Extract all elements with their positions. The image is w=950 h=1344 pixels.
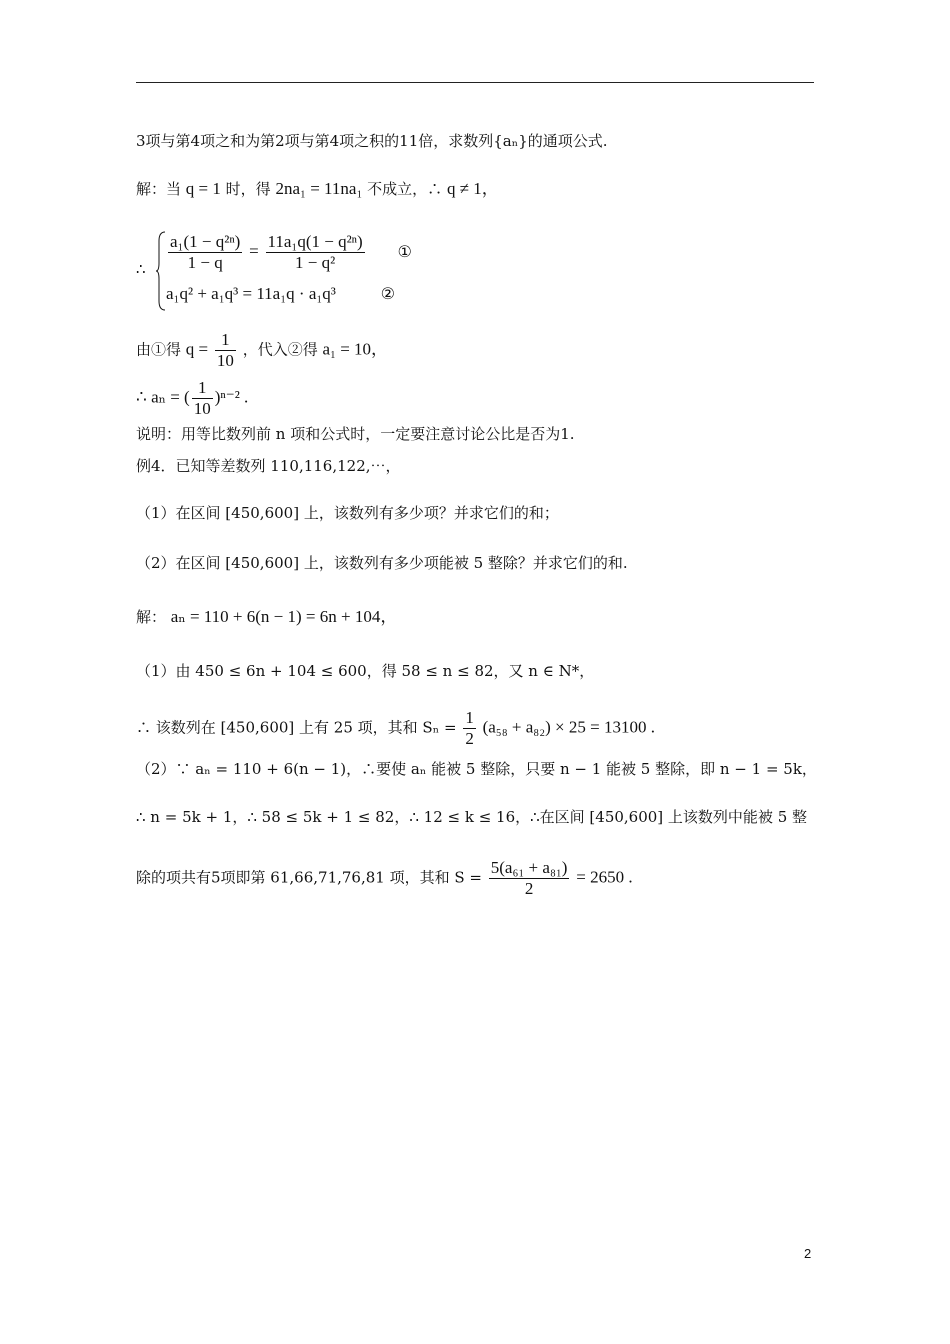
denominator: 2 <box>465 729 474 748</box>
solution-sum-2 <box>136 858 633 899</box>
math-expression: aₙ = 110 + 6(n − 1) = 6n + 104， <box>170 607 398 626</box>
numerator: 1 <box>215 330 236 351</box>
equation-2 <box>166 284 395 304</box>
math-expression: 2na₁ = 11na₁ <box>275 179 363 198</box>
text-segment: 由①得 <box>136 340 182 359</box>
numerator: a₁(1 − q²ⁿ) <box>170 232 241 251</box>
circled-mark-2: ② <box>380 284 396 303</box>
math-expression: = 2650 . <box>576 867 633 887</box>
fraction <box>192 378 213 419</box>
math-expression: q ≠ 1， <box>446 179 499 198</box>
text-line-1: 3项与第4项之和为第2项与第4项之积的11倍，求数列{aₙ}的通项公式. <box>136 132 608 150</box>
text-segment: 解： <box>136 608 167 626</box>
solution-line-1 <box>136 178 499 200</box>
circled-mark-1: ① <box>397 241 412 261</box>
equation-1: $\frac{\text{a₁(1 − q²ⁿ)}}{1 - q}$ = $\frac{\text{11a₁q(1 − q²ⁿ)}}{\text{1 − q²}}$ ① <box>170 232 412 272</box>
solution-sum-1 <box>136 708 655 749</box>
fraction <box>489 858 570 899</box>
fraction <box>168 232 242 273</box>
note-line: 说明：用等比数列前 n 项和公式时，一定要注意讨论公比是否为1. <box>136 425 575 443</box>
math-expression: q = 1 <box>185 179 221 198</box>
numerator: 1 <box>465 708 474 727</box>
therefore-symbol: ∴ <box>136 260 146 278</box>
solution-line-6 <box>136 378 248 419</box>
solution-part-1: （1）由 450 ≤ 6n + 104 ≤ 600，得 58 ≤ n ≤ 82，又 n ∈ N*， <box>136 662 595 680</box>
text-segment: 不成立，∴ <box>367 180 443 198</box>
denominator: 2 <box>524 879 534 898</box>
example-4-heading: 例4．已知等差数列 110,116,122,⋯， <box>136 457 401 475</box>
denominator: 1 − q² <box>295 253 336 272</box>
question-1: （1）在区间 [450,600] 上，该数列有多少项？并求它们的和； <box>136 504 559 522</box>
text-segment: ，代入②得 <box>242 340 318 359</box>
denominator: 1 − q <box>187 253 223 272</box>
header-rule <box>136 82 814 83</box>
fraction <box>266 232 365 273</box>
page-number: 2 <box>804 1246 812 1261</box>
text-segment: 除的项共有5项即第 61,66,71,76,81 项，其和 S = <box>136 868 482 887</box>
text-segment: ∴ 该数列在 [450,600] 上有 25 项，其和 Sₙ = <box>136 718 457 737</box>
math-expression: a₁q² + a₁q³ = 11a₁q · a₁q³ <box>166 284 336 303</box>
fraction <box>463 708 476 749</box>
denominator: 10 <box>193 399 211 418</box>
solution-range: ∴ n = 5k + 1，∴ 58 ≤ 5k + 1 ≤ 82，∴ 12 ≤ k ≤ 16，∴在区间 [450,600] 上该数列中能被 5 整 <box>136 808 808 826</box>
numerator: 11a₁q(1 − q²ⁿ) <box>267 232 363 251</box>
math-expression: q = <box>185 339 209 359</box>
math-expression: )ⁿ⁻² . <box>214 387 249 407</box>
denominator: 10 <box>216 351 234 370</box>
text-segment: 解：当 <box>136 180 182 198</box>
fraction <box>215 330 236 371</box>
numerator: 5(a₆₁ + a₈₁) <box>490 858 568 877</box>
math-expression: ∴ aₙ = ( <box>136 387 190 407</box>
numerator: 1 <box>192 378 213 399</box>
question-2: （2）在区间 [450,600] 上，该数列有多少项能被 5 整除？并求它们的和. <box>136 554 628 572</box>
text-segment: 时，得 <box>225 180 271 198</box>
left-brace-icon <box>156 231 166 311</box>
solution-part-2: （2）∵ aₙ = 110 + 6(n − 1)，∴要使 aₙ 能被 5 整除，只要 n − 1 能被 5 整除，即 n − 1 = 5k， <box>136 760 817 778</box>
solution-general-term <box>136 606 397 628</box>
math-expression: (a₅₈ + a₈₂) × 25 = 13100 . <box>482 717 655 737</box>
solution-line-5 <box>136 330 388 371</box>
math-expression: a₁ = 10， <box>322 339 389 359</box>
